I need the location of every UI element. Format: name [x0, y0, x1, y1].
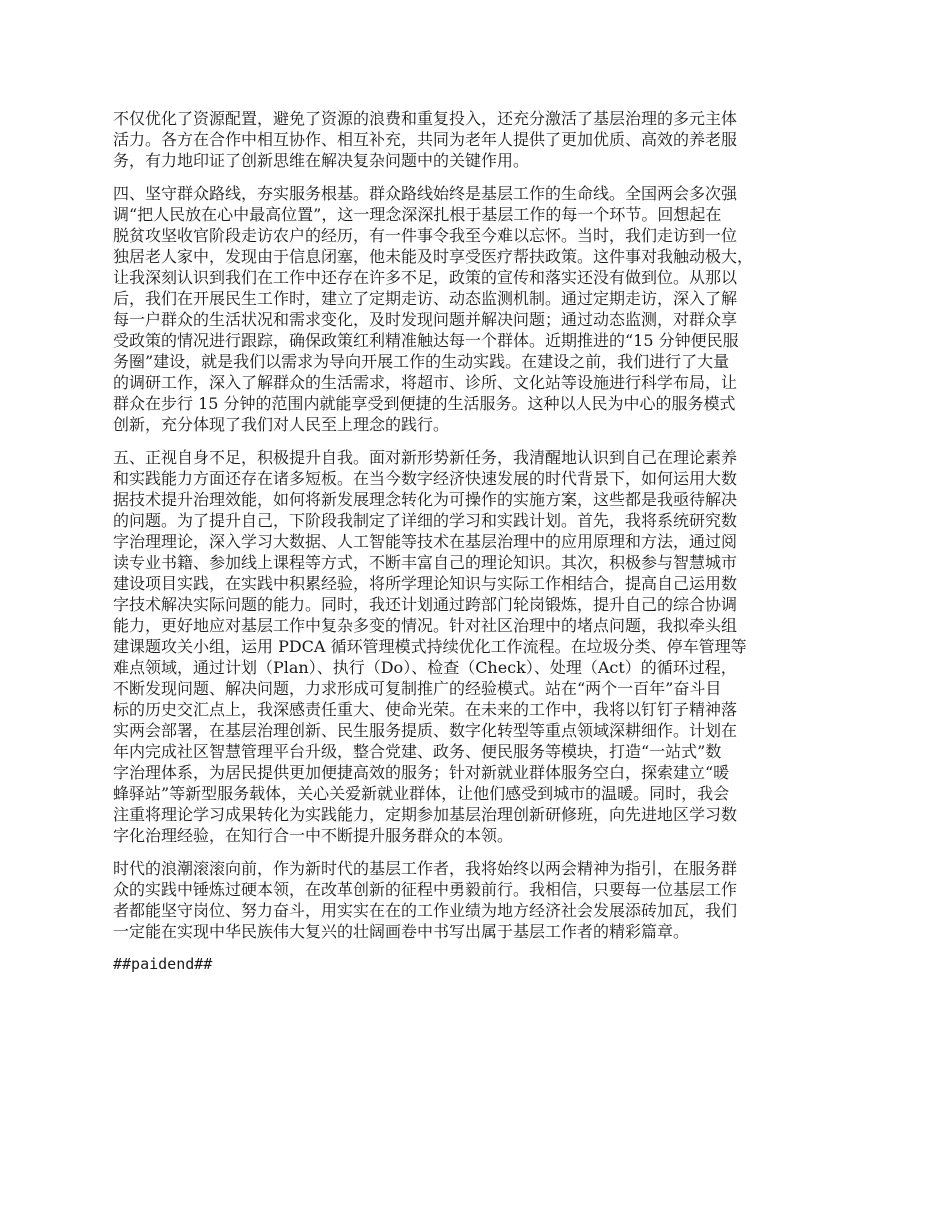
- text-line: 四、坚守群众路线，夯实服务根基。群众路线始终是基层工作的生命线。全国两会多次强: [113, 184, 738, 203]
- text-line: 独居老人家中，发现由于信息闭塞，他未能及时享受医疗帮扶政策。这件事对我触动极大，: [113, 247, 754, 266]
- end-marker: ##paidend##: [113, 955, 213, 973]
- text-line: 蜂驿站”等新型服务载体，关心关爱新就业群体，让他们感受到城市的温暖。同时，我会: [113, 784, 730, 803]
- paragraph-mass-line: [113, 183, 843, 435]
- text-line: 者都能坚守岗位、努力奋斗，用实实在在的工作业绩为地方经济社会发展添砖加瓦，我们: [113, 901, 738, 920]
- text-line: 建课题攻关小组，运用 PDCA 循环管理模式持续优化工作流程。在垃圾分类、停车管理等: [113, 637, 747, 656]
- paragraph-resource-optimization: [113, 108, 843, 171]
- paragraph-self-improvement: [113, 447, 843, 846]
- text-line: 据技术提升治理效能，如何将新发展理念转化为可操作的实施方案，这些都是我亟待解决: [113, 490, 738, 509]
- text-line: 创新，充分体现了我们对人民至上理念的践行。: [113, 415, 450, 434]
- document-page: [113, 108, 843, 975]
- text-line: 群众在步行 15 分钟的范围内就能享受到便捷的生活服务。这种以人民为中心的服务模式: [113, 394, 736, 413]
- text-line: 不断发现问题、解决问题，力求形成可复制推广的经验模式。站在“两个一百年”奋斗目: [113, 679, 722, 698]
- text-line: 字治理体系，为居民提供更加便捷高效的服务；针对新就业群体服务空白，探索建立“暖: [113, 763, 730, 782]
- text-line: 众的实践中锤炼过硬本领，在改革创新的征程中勇毅前行。我相信，只要每一位基层工作: [113, 880, 738, 899]
- text-line: 调“把人民放在心中最高位置”，这一理念深深扎根于基层工作的每一个环节。回想起在: [113, 205, 722, 224]
- text-line: 和实践能力方面还存在诸多短板。在当今数字经济快速发展的时代背景下，如何运用大数: [113, 469, 738, 488]
- text-line: 的问题。为了提升自己，下阶段我制定了详细的学习和实践计划。首先，我将系统研究数: [113, 511, 738, 530]
- text-line: 让我深刻认识到我们在工作中还存在许多不足，政策的宣传和落实还没有做到位。从那以: [113, 268, 738, 287]
- text-line: 建设项目实践，在实践中积累经验，将所学理论知识与实际工作相结合，提高自己运用数: [113, 574, 738, 593]
- paragraph-conclusion: [113, 858, 843, 942]
- text-line: 字治理理论，深入学习大数据、人工智能等技术在基层治理中的应用原理和方法，通过阅: [113, 532, 738, 551]
- text-line: 读专业书籍、参加线上课程等方式，不断丰富自己的理论知识。其次，积极参与智慧城市: [113, 553, 738, 572]
- text-line: 字技术解决实际问题的能力。同时，我还计划通过跨部门轮岗锻炼，提升自己的综合协调: [113, 595, 738, 614]
- text-line: 一定能在实现中华民族伟大复兴的壮阔画卷中书写出属于基层工作者的精彩篇章。: [113, 922, 690, 941]
- text-line: 五、正视自身不足，积极提升自我。面对新形势新任务，我清醒地认识到自己在理论素养: [113, 448, 738, 467]
- text-line: 后，我们在开展民生工作时，建立了定期走访、动态监测机制。通过定期走访，深入了解: [113, 289, 738, 308]
- text-line: 时代的浪潮滚滚向前，作为新时代的基层工作者，我将始终以两会精神为指引，在服务群: [113, 859, 738, 878]
- text-line: 标的历史交汇点上，我深感责任重大、使命光荣。在未来的工作中，我将以钉钉子精神落: [113, 700, 738, 719]
- text-line: 难点领域，通过计划（Plan）、执行（Do）、检查（Check）、处理（Act）的循环过程，: [113, 658, 737, 677]
- text-line: 注重将理论学习成果转化为实践能力，定期参加基层治理创新研修班，向先进地区学习数: [113, 805, 738, 824]
- text-line: 的调研工作，深入了解群众的生活需求，将超市、诊所、文化站等设施进行科学布局，让: [113, 373, 738, 392]
- text-line: 能力，更好地应对基层工作中复杂多变的情况。针对社区治理中的堵点问题，我拟牵头组: [113, 616, 738, 635]
- text-line: 实两会部署，在基层治理创新、民生服务提质、数字化转型等重点领域深耕细作。计划在: [113, 721, 738, 740]
- text-line: 脱贫攻坚收官阶段走访农户的经历，有一件事令我至今难以忘怀。当时，我们走访到一位: [113, 226, 738, 245]
- text-line: 务，有力地印证了创新思维在解决复杂问题中的关键作用。: [113, 151, 530, 170]
- text-line: 字化治理经验，在知行合一中不断提升服务群众的本领。: [113, 826, 514, 845]
- text-line: 每一户群众的生活状况和需求变化，及时发现问题并解决问题；通过动态监测，对群众享: [113, 310, 738, 329]
- text-line: 受政策的情况进行跟踪，确保政策红利精准触达每一个群体。近期推进的“15 分钟便民服: [113, 331, 739, 350]
- text-line: 活力。各方在合作中相互协作、相互补充，共同为老年人提供了更加优质、高效的养老服: [113, 130, 738, 149]
- text-line: 不仅优化了资源配置，避免了资源的浪费和重复投入，还充分激活了基层治理的多元主体: [113, 109, 738, 128]
- text-line: 务圈”建设，就是我们以需求为导向开展工作的生动实践。在建设之前，我们进行了大量: [113, 352, 730, 371]
- text-line: 年内完成社区智慧管理平台升级，整合党建、政务、便民服务等模块，打造“一站式”数: [113, 742, 722, 761]
